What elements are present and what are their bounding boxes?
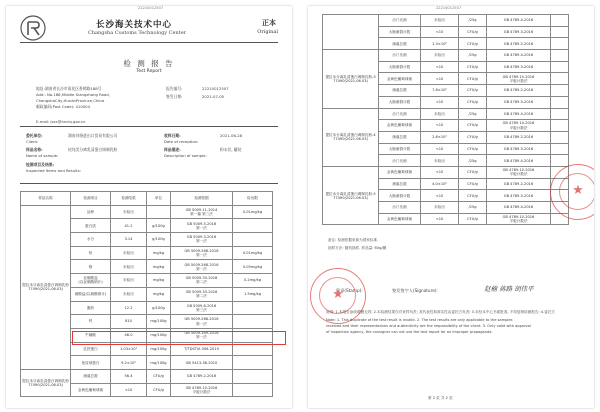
table-cell: GB 5009.5-2016 第一法 [171, 219, 233, 233]
report-title-cn: 检 测 报 告 [123, 59, 175, 68]
table-cell-empty [551, 143, 569, 155]
table-cell: CFU/g [459, 213, 487, 225]
address-en-line1: Add.: No.188,Middle Xiangzhang Road, [36, 92, 110, 97]
table-cell: 7.8×10² [421, 85, 459, 97]
table-cell: 铅 [71, 246, 111, 260]
table-row [21, 205, 273, 219]
table-cell: 1.3×10² [421, 38, 459, 50]
table-cell: 金黄色葡萄球菌 [379, 120, 421, 132]
table-header-row [21, 192, 273, 206]
table-cell-empty [551, 73, 569, 85]
lactoferrin-highlight [72, 331, 286, 345]
table-cell: 大肠菌群计数 [379, 61, 421, 73]
header-cell: 检测依据 [171, 192, 233, 206]
table-cell: GB 4789.2-2016 [171, 369, 233, 383]
table-cell: 未检出 [111, 274, 147, 288]
table-cell: /25g [459, 202, 487, 214]
address-en-line2: ChangshaCity,HunanProvince,China [36, 98, 105, 103]
table-cell: 1.5mg/kg [233, 287, 273, 301]
table-cell: GB 4789.10-2016 平板计数法 [487, 166, 551, 178]
table-cell: GB 5009.169-2016 第一法 [171, 328, 233, 342]
table-cell: GB 4789.4-2016 [487, 50, 551, 62]
table-cell: GB 4789.4-2016 [487, 202, 551, 214]
sample-name-cell: 提拉米分离乳清蛋白调制乳粉-5 77490(2021.06.03) [323, 166, 379, 224]
table-cell: CFU/g [147, 383, 171, 397]
table-cell: 2.6×10² [421, 131, 459, 143]
table-cell: GB 5413.38-2010 [171, 356, 233, 370]
header-cell: 单位 [147, 192, 171, 206]
official-seal-bottom: ★ [310, 268, 366, 324]
table-cell: 未检出 [421, 108, 459, 120]
report-page-1 [6, 6, 292, 408]
table-cell: CFU/g [459, 178, 487, 190]
org-name-cn: 长沙海关技术中心 [96, 20, 173, 30]
table-cell: CFU/g [459, 143, 487, 155]
table-cell: 铬 [71, 260, 111, 274]
table-cell: <10 [421, 143, 459, 155]
table-cell: GB 5009.3-2016 第一法 [171, 233, 233, 247]
table-cell: mg/100g [147, 342, 171, 356]
table-cell-empty [551, 96, 569, 108]
table-cell: <10 [421, 26, 459, 38]
table-row [323, 108, 569, 120]
table-cell: GB 5009.6-2016 第三法 [171, 301, 233, 315]
table-cell: <10 [111, 383, 147, 397]
table-cell: <10 [421, 73, 459, 85]
table-cell: GB 4789.2-2016 [487, 131, 551, 143]
table-cell: 金黄色葡萄球菌 [379, 73, 421, 85]
note-en-3: of inspection agency, the consigner can not use the test report for an improper propaganda. [326, 330, 493, 334]
table-cell: GB 4789.10-2016 平板计数法 [171, 383, 233, 397]
table-cell: GB 5009.33-2016 第二法 [171, 274, 233, 288]
table-cell: 品种 [71, 205, 111, 219]
table-cell [147, 205, 171, 219]
table-cell: /25g [459, 15, 487, 27]
description-label-en: Description of sample: [164, 153, 207, 158]
table-cell: GB 4789.3-2016 [487, 143, 551, 155]
table-cell: GB 4789.10-2016 平板计数法 [487, 213, 551, 225]
client-label: 委托单位: [26, 133, 43, 138]
table-cell: 钙 [71, 315, 111, 329]
issue-date-label: 签发日期: [166, 94, 183, 99]
sample-name-cell: 提拉米分离乳清蛋白调制乳粉 77490(2021.06.03) [21, 369, 71, 396]
table-cell: mg/100g [147, 328, 171, 342]
table-cell: GB 4789.10-2016 平板计数法 [487, 120, 551, 132]
table-cell: CFU/g [459, 131, 487, 143]
table-cell-empty [551, 61, 569, 73]
receipt-date-label-en: Date of reception: [164, 139, 199, 144]
table-cell: 46.0 [111, 328, 147, 342]
header-cell: 检测项目 [71, 192, 111, 206]
inspected-items-label: 检测项目及结果: [26, 162, 55, 167]
table-cell [233, 383, 273, 397]
description-label: 样品描述: [164, 147, 181, 152]
table-cell: 乳铁蛋白 [71, 342, 111, 356]
note-cn: 说明: 1.本报告涂改增删无效; 2.本检测结果仅对来样负责; 其代表性和真实性由委托方负责; 3.未经本中心书面批准, 不得复制检测报告; 4.委托方 [326, 310, 556, 314]
table-cell [233, 369, 273, 383]
table-cell: GB 4789.10-2016 平板计数法 [487, 73, 551, 85]
customs-logo-icon [20, 15, 46, 41]
table-cell-empty [551, 85, 569, 97]
table-cell: 大肠菌群计数 [379, 26, 421, 38]
info-rule [20, 126, 278, 127]
table-cell: CFU/g [459, 96, 487, 108]
note-en-1: Note: 1. This duplicate of the test result is invalid. 2. The test results are only applicable to the samples [326, 318, 513, 322]
table-cell: 沙门氏菌 [379, 15, 421, 27]
table-cell: mg/kg [147, 287, 171, 301]
table-cell: 56.4 [111, 369, 147, 383]
report-title-en: Test Report [136, 69, 162, 74]
table-row [21, 369, 273, 383]
table-cell: CFU/g [459, 85, 487, 97]
table-cell-empty [551, 155, 569, 167]
table-cell: GB 4789.4-2016 [487, 15, 551, 27]
table-cell: 金黄色葡萄球菌 [379, 166, 421, 178]
table-cell: 未检出 [421, 202, 459, 214]
original-label-en: Original [257, 29, 278, 35]
email: E-mail: jszx@hnciq.gov.cn [36, 119, 86, 124]
table-cell [233, 301, 273, 315]
table-cell: 菌落总数 [379, 178, 421, 190]
sample-name-cell [323, 15, 379, 50]
signatures: 赵楠 蒋路 胡伟平 [484, 285, 534, 293]
table-cell-empty [551, 15, 569, 27]
table-cell: mg/100g [147, 356, 171, 370]
page-number: 第 2 页 共 2 页 [428, 396, 453, 400]
client-label-en: Client: [26, 139, 39, 144]
receipt-date-label: 收样日期: [164, 133, 181, 138]
header-rule [20, 42, 278, 43]
table-cell: GB 4789.2-2016 [487, 85, 551, 97]
table-cell: 金黄色葡萄球菌 [379, 213, 421, 225]
table-cell-empty [551, 50, 569, 62]
table-cell-empty [551, 38, 569, 50]
table-cell: 水分 [71, 233, 111, 247]
table-cell: GB 4789.3-2016 [487, 61, 551, 73]
table-cell: 未检出 [111, 246, 147, 260]
table-cell: T/TDSTIA 006-2019 [171, 342, 233, 356]
table-cell: 沙门氏菌 [379, 155, 421, 167]
sample-name-value: 较纯美分离乳清蛋白调制乳粉 [68, 147, 118, 152]
remark-sampling: 抽样方法: 随机抽样, 样品量: 60g/罐 [328, 246, 387, 250]
postcode: 邮政编码(Post Code): 410004 [36, 104, 91, 109]
table-cell: 41.2 [111, 219, 147, 233]
serial-number-2: 22210012507 [436, 6, 462, 10]
address-cn: 地址:湖南省长沙市雨花区香樟路188号 [36, 86, 102, 91]
table-cell: CFU/g [459, 73, 487, 85]
table-row [323, 15, 569, 27]
table-cell [233, 219, 273, 233]
table-cell: GB 5009.268-2016 第一法 [171, 246, 233, 260]
table-row [323, 166, 569, 178]
table-cell-empty [551, 108, 569, 120]
signer-label: 签发签字人(Signature): [392, 288, 438, 293]
results-table [20, 191, 273, 397]
table-cell: <10 [421, 96, 459, 108]
table-cell: GB 4789.4-2016 [487, 155, 551, 167]
table-cell: 0.01mg/kg [233, 246, 273, 260]
table-cell: CFU/g [147, 369, 171, 383]
table-cell: GB 4789.3-2016 [487, 26, 551, 38]
table-cell: 3.14 [111, 233, 147, 247]
table-cell: 未检出 [111, 260, 147, 274]
table-cell: 沙门氏菌 [379, 108, 421, 120]
table-cell [233, 356, 273, 370]
table-cell: GB 4789.2-2016 [487, 38, 551, 50]
table-cell: g/100g [147, 219, 171, 233]
table-cell: 亚硝酸盐 (以亚硝酸钠计) [71, 274, 111, 288]
table-cell: 未检出 [421, 50, 459, 62]
table-cell: mg/kg [147, 246, 171, 260]
table-cell: 未检出 [111, 287, 147, 301]
table-cell: 大肠菌群计数 [379, 96, 421, 108]
table-row [323, 50, 569, 62]
report-no-label: 报告编号: [166, 86, 183, 91]
table-cell: 810 [111, 315, 147, 329]
table-cell: 蛋白质 [71, 219, 111, 233]
table-cell: 脂肪 [71, 301, 111, 315]
table-cell: 菌落总数 [379, 38, 421, 50]
table-cell: CFU/g [459, 38, 487, 50]
original-label-cn: 正本 [262, 18, 276, 27]
note-en-2: received and their representatives and authenticity are the responsibility of the client. 3. Only valid with approval [326, 324, 531, 328]
table-cell: 大肠菌群计数 [379, 143, 421, 155]
table-cell: 菌落总数 [379, 85, 421, 97]
table-cell: 0.05mg/kg [233, 260, 273, 274]
table-cell: 沙门氏菌 [379, 50, 421, 62]
table-cell: GB 4789.3-2016 [487, 190, 551, 202]
receipt-date-value: 2021-06-28 [220, 133, 243, 138]
table-cell: CFU/g [459, 190, 487, 202]
header-cell: 检出限 [233, 192, 273, 206]
table-cell: 0.01mg/kg [233, 205, 273, 219]
sample-name-cell: 提拉米分离乳清蛋白调制乳粉-4 77490(2021.06.03) [323, 108, 379, 166]
table-top-rule [20, 183, 278, 184]
table-cell: g/100g [147, 233, 171, 247]
table-cell: GB 5009.33-2016 第二法 [171, 287, 233, 301]
table-cell: mg/kg [147, 274, 171, 288]
table-cell [233, 315, 273, 329]
table-cell: GB 4789.3-2016 [487, 96, 551, 108]
table-cell: <10 [421, 120, 459, 132]
table-cell: GB 5009.268-2016 第一法 [171, 315, 233, 329]
table-cell: GB 5009.268-2016 第一法 [171, 260, 233, 274]
sample-name-label: 样品名称: [26, 147, 43, 152]
table-cell: /25g [459, 50, 487, 62]
table-cell: <10 [421, 166, 459, 178]
stamp-label: 印章(Stamp): [336, 288, 363, 293]
org-name-en: Changsha Customs Technology Center [88, 30, 187, 36]
table-cell: CFU/g [459, 26, 487, 38]
inspected-items-label-en: Inspected Items and Results: [26, 168, 81, 173]
table-cell: g/100g [147, 301, 171, 315]
serial-number: 22210012507 [138, 6, 164, 10]
table-cell: 9.2×10² [111, 356, 147, 370]
table-cell: GB 4789.4-2016 [487, 108, 551, 120]
table-cell: GB 4789.2-2016 [487, 178, 551, 190]
table-cell: CFU/g [459, 166, 487, 178]
header-cell: 样品名称 [21, 192, 71, 206]
table-cell: 菌落总数 [71, 369, 111, 383]
table-cell: <10 [421, 61, 459, 73]
table-cell-empty [551, 120, 569, 132]
table-cell: 菌落总数 [379, 131, 421, 143]
table-cell: /25g [459, 155, 487, 167]
table-cell [233, 233, 273, 247]
table-cell: 0.2mg/kg [233, 274, 273, 288]
table-cell: 未检出 [111, 205, 147, 219]
table-cell: 沙门氏菌 [379, 202, 421, 214]
results-table-2 [322, 14, 569, 225]
table-cell: mg/kg [147, 260, 171, 274]
sample-name-cell: 提拉米分离乳清蛋白调制乳粉-3 77490(2021.06.03) [323, 50, 379, 108]
table-cell: 12.2 [111, 301, 147, 315]
sample-name-label-en: Name of sample: [26, 153, 59, 158]
table-cell: /25g [459, 108, 487, 120]
report-no-value: 22210012507 [202, 86, 229, 91]
client-value: 湖南邦扬进出口贸易有限公司 [68, 133, 118, 138]
report-page-2 [308, 6, 594, 408]
table-cell: GB 5009.11-2014 第一篇 第三法 [171, 205, 233, 219]
table-cell: 金黄色葡萄球菌 [71, 383, 111, 397]
table-cell: CFU/g [459, 120, 487, 132]
table-cell: 大肠菌群计数 [379, 190, 421, 202]
description-value: 粉末状, 罐装 [220, 147, 242, 152]
table-cell-empty [551, 131, 569, 143]
official-seal-right: ★ [550, 164, 594, 220]
table-cell: 4.0×10² [421, 178, 459, 190]
table-cell: 1.03×10² [111, 342, 147, 356]
table-cell: 未检出 [421, 155, 459, 167]
table-cell: 未检出 [421, 15, 459, 27]
table-cell: 牛磺酸 [71, 328, 111, 342]
table-cell: <10 [421, 190, 459, 202]
table-cell: CFU/g [459, 61, 487, 73]
table-cell-empty [551, 26, 569, 38]
table-cell: 硝酸盐(以硝酸钠计) [71, 287, 111, 301]
remark-standard: 备注: 检测依据来源为国家标准. [328, 238, 379, 242]
issue-date-value: 2021-07-05 [202, 94, 225, 99]
table-cell: 免疫球蛋白 [71, 356, 111, 370]
header-cell: 检测结果 [111, 192, 147, 206]
table-cell: mg/100g [147, 315, 171, 329]
table-cell: <10 [421, 213, 459, 225]
sample-name-cell: 提拉米分离乳清蛋白调制乳粉 77490(2021.06.03) [21, 205, 71, 369]
